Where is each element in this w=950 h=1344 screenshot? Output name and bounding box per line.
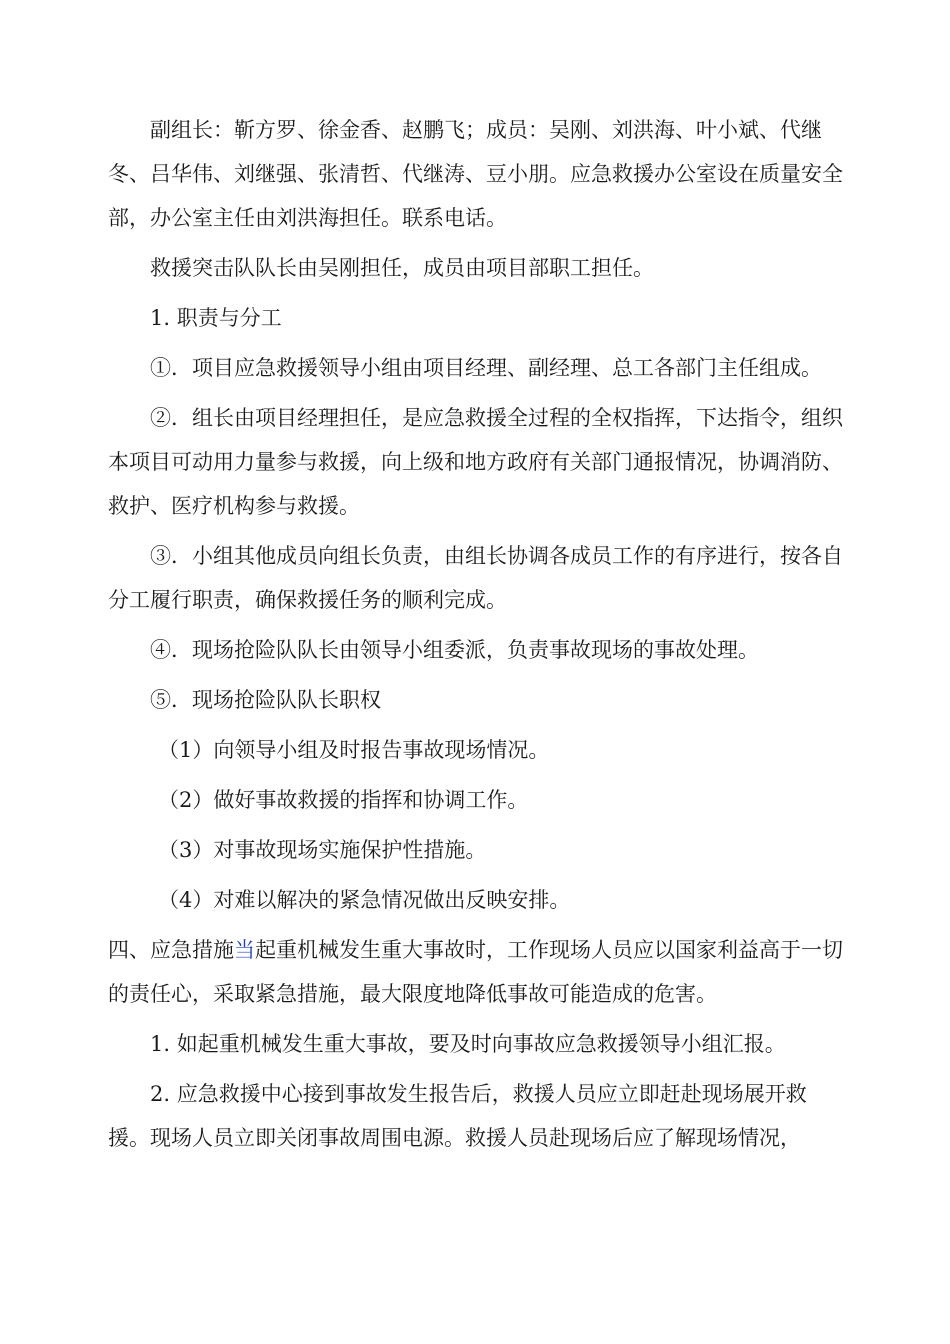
list-item-3: ③．小组其他成员向组长负责，由组长协调各成员工作的有序进行，按各自分工履行职责，确保救援任务的顺利完成。: [108, 544, 843, 612]
sub-item-3: （3）对事故现场实施保护性措施。: [158, 838, 487, 862]
list-item-4: ④．现场抢险队队长由领导小组委派，负责事故现场的事故处理。: [150, 638, 759, 662]
measure-item-2: 2. 应急救援中心接到事故发生报告后，救援人员应立即赶赴现场展开救援。现场人员立即关闭事故周围电源。救援人员赴现场后应了解现场情况，: [108, 1082, 807, 1150]
sub-item-4: （4）对难以解决的紧急情况做出反映安排。: [158, 888, 571, 912]
section-heading: 四、应急措施: [108, 938, 234, 962]
section-emergency-measures: [108, 928, 848, 1016]
heading-duties: 1. 职责与分工: [150, 306, 282, 330]
highlighted-char: 当: [234, 938, 255, 962]
paragraph-rescue-team: 救援突击队队长由吴刚担任，成员由项目部职工担任。: [150, 256, 654, 280]
sub-item-2: （2）做好事故救援的指挥和协调工作。: [158, 788, 529, 812]
list-item-2: ②．组长由项目经理担任，是应急救援全过程的全权指挥，下达指令，组织本项目可动用力量参与救援，向上级和地方政府有关部门通报情况，协调消防、救护、医疗机构参与救援。: [108, 406, 843, 518]
document-page: [108, 108, 848, 1166]
paragraph-team-members: 副组长：靳方罗、徐金香、赵鹏飞；成员：吴刚、刘洪海、叶小斌、代继冬、吕华伟、刘继强、张清哲、代继涛、豆小朋。应急救援办公室设在质量安全部，办公室主任由刘洪海担任。联系电话。: [108, 118, 843, 230]
list-item-1: ①．项目应急救援领导小组由项目经理、副经理、总工各部门主任组成。: [150, 356, 822, 380]
section-body: 起重机械发生重大事故时，工作现场人员应以国家利益高于一切的责任心，采取紧急措施，最大限度地降低事故可能造成的危害。: [108, 938, 843, 1006]
list-item-5: ⑤．现场抢险队队长职权: [150, 688, 381, 712]
sub-item-1: （1）向领导小组及时报告事故现场情况。: [158, 738, 550, 762]
measure-item-1: 1. 如起重机械发生重大事故，要及时向事故应急救援领导小组汇报。: [150, 1032, 786, 1056]
